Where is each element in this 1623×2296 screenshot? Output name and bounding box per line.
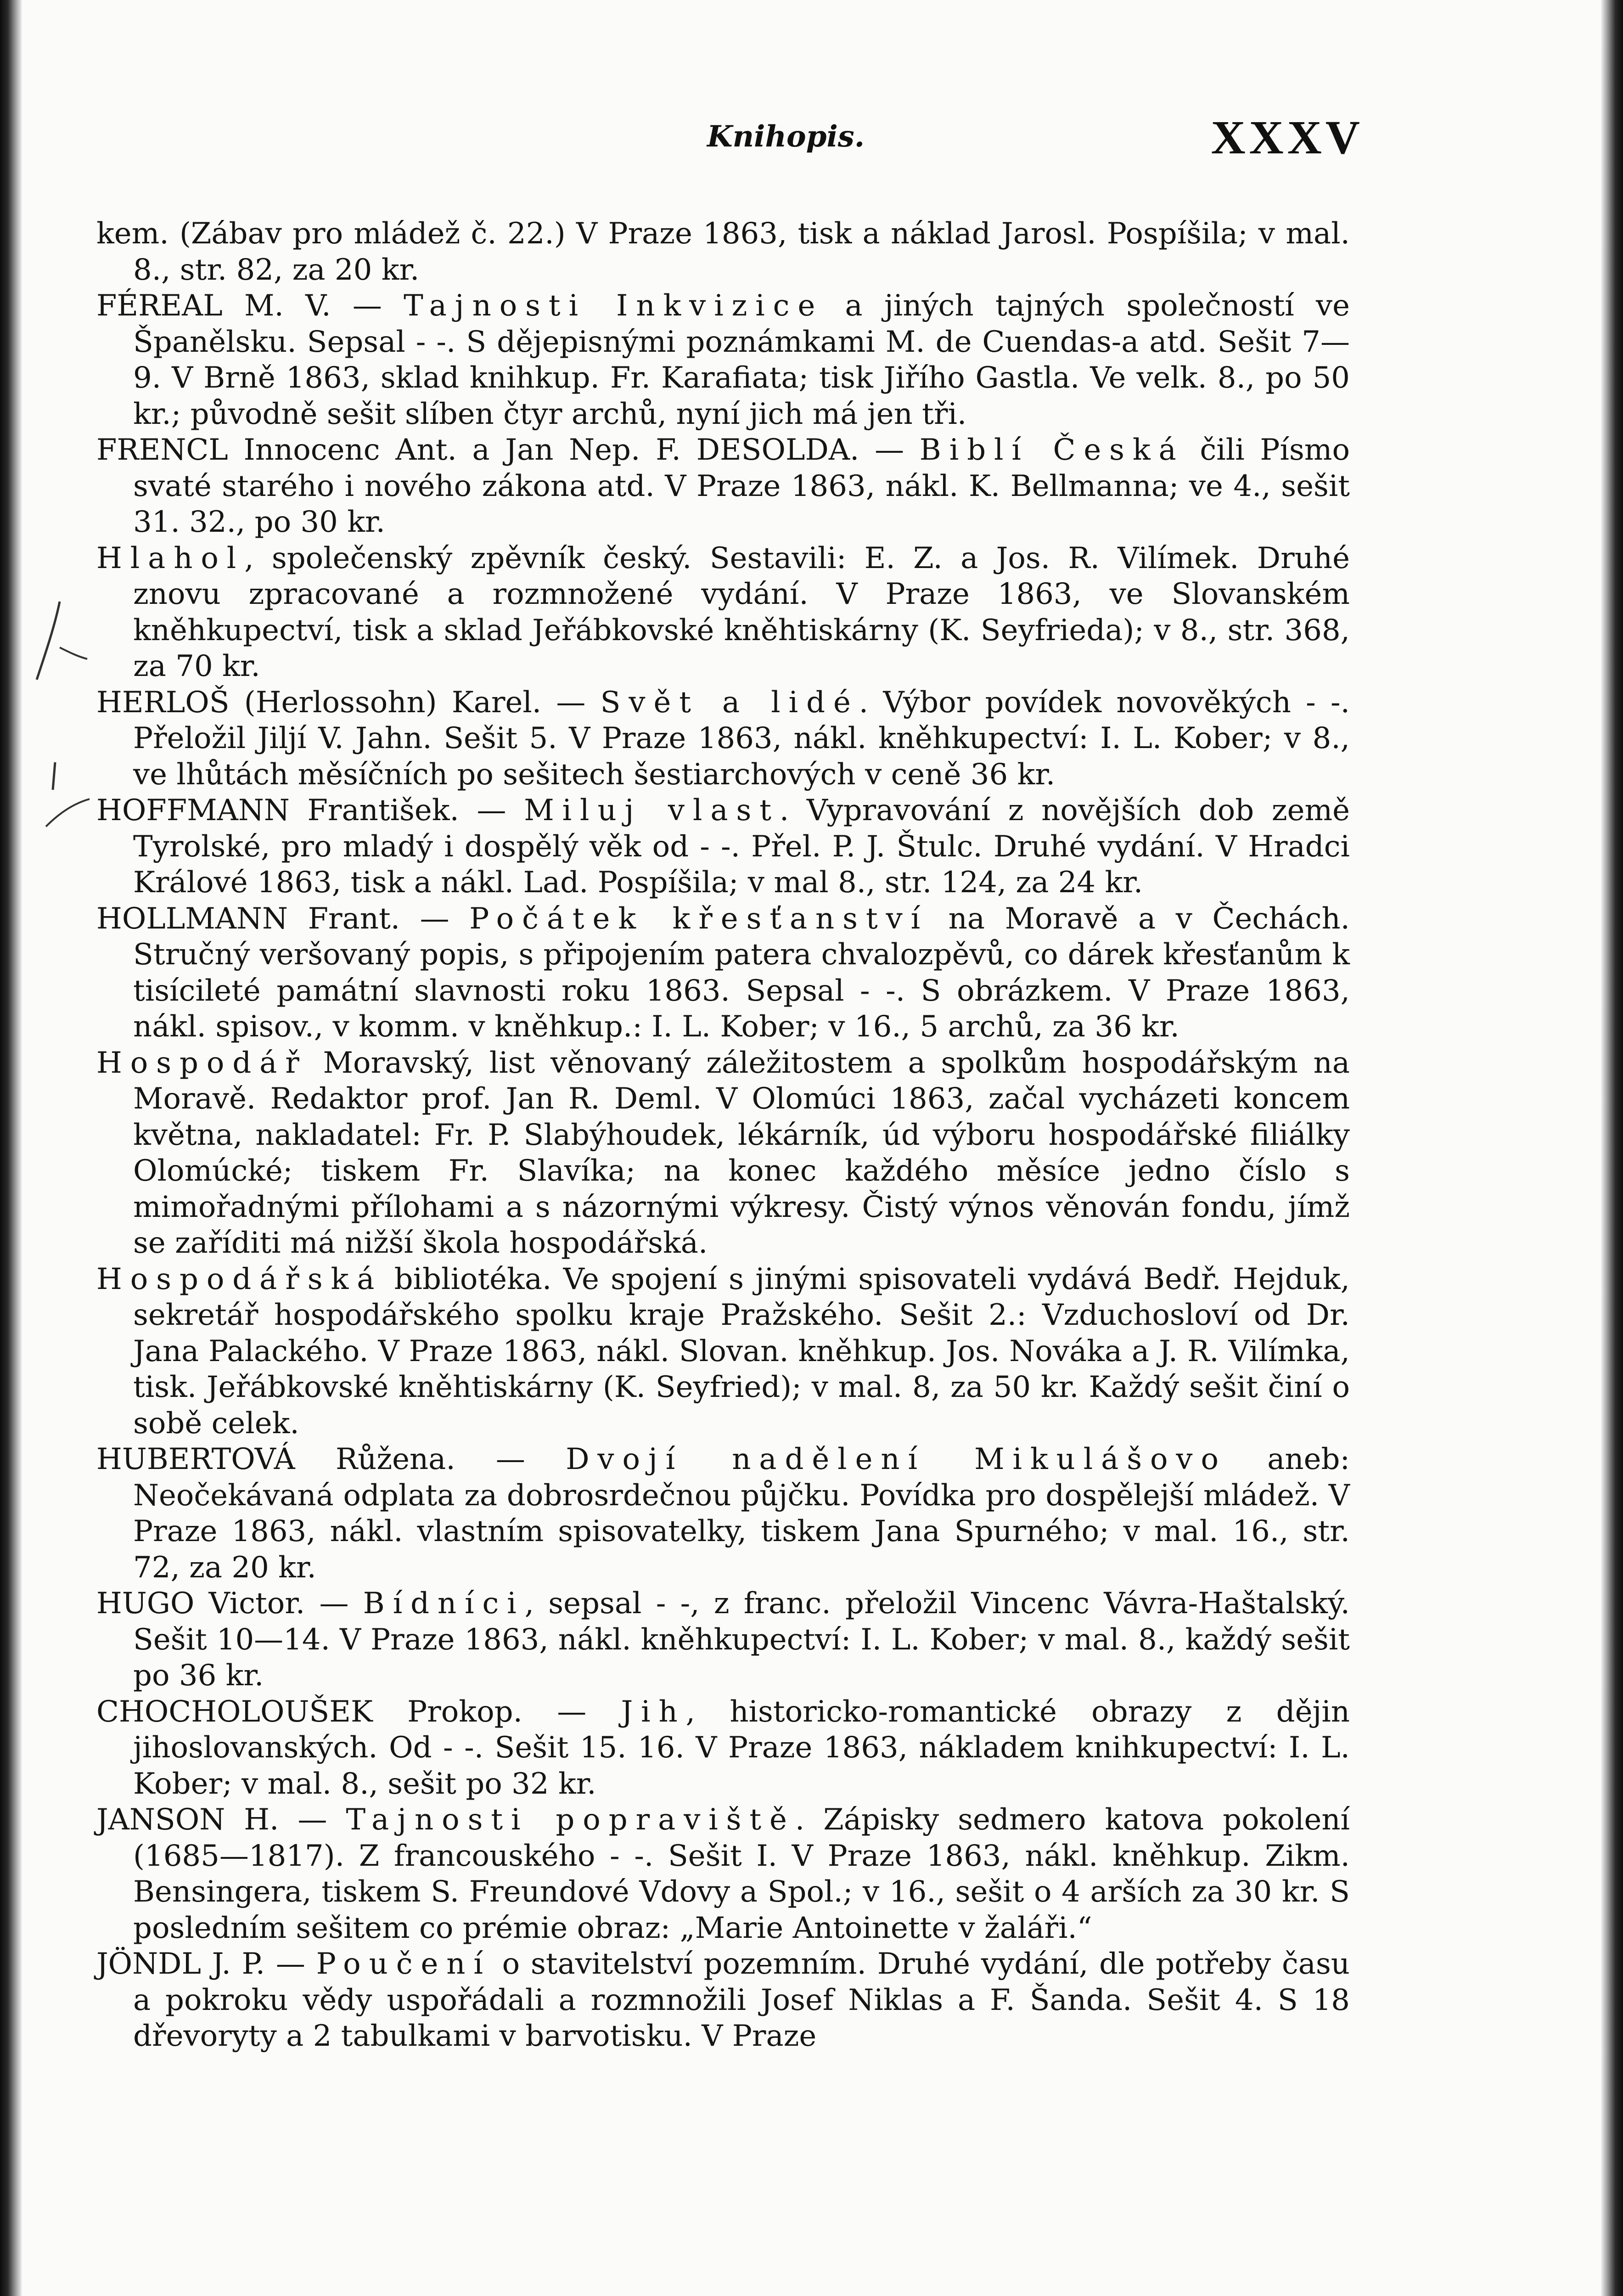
entry-author: HUBERTOVÁ Růžena. — xyxy=(96,1442,566,1476)
entry-chocholousek xyxy=(96,1694,1350,1802)
entry-details: . Výbor povídek novověkých - -. Přeložil Jiljí V. Jahn. Sešit 5. V Praze 1863, nákl. kněhkupectví: I. L. Kober; v 8., ve lhůtách měsíčních po sešitech šestiarchových v ceně 36 kr. xyxy=(133,685,1350,792)
entry-title: Miluj vlast xyxy=(524,793,780,827)
page-edge-right xyxy=(1601,0,1623,2296)
entry-title: Jih xyxy=(621,1694,686,1729)
entry-hubertova xyxy=(96,1441,1350,1586)
entry-details: o stavitelství pozemním. Druhé vydání, dle potřeby času a pokroku vědy uspořádali a rozmnožili Josef Niklas a F. Šanda. Sešit 4. S 18 dřevoryty a 2 tabulkami v barvotisku. V Praze xyxy=(133,1947,1350,2053)
entry-title: Poučení xyxy=(316,1947,491,1981)
entry-details: . Vypravování z novějších dob země Tyrolské, pro mladý i dospělý věk od - -. Přel. P. J. Štulc. Druhé vydání. V Hradci Králové 1863, tisk a nákl. Lad. Pospíšila; v mal 8., str. 124, za 24 kr. xyxy=(133,793,1350,900)
entry-details: bibliotéka. Ve spojení s jinými spisovateli vydává Bedř. Hejduk, sekretář hospodářského spolku kraje Pražského. Sešit 2.: Vzduchosloví od Dr. Jana Palackého. V Praze 1863, nákl. Slovan. kněhkup. Jos. Nováka a J. R. Vilímka, tisk. Jeřábkovské kněhtiskárny (K. Seyfried); v mal. 8, za 50 kr. Každý sešit činí o sobě celek. xyxy=(133,1262,1350,1441)
entry-details: , sepsal - -, z franc. přeložil Vincenc Vávra-Haštalský. Sešit 10—14. V Praze 1863, nákl. kněhkupectví: I. L. Kober; v mal. 8., každý sešit po 36 kr. xyxy=(133,1587,1350,1693)
entry-title: Bídníci xyxy=(363,1587,525,1621)
entry-details: , společenský zpěvník český. Sestavili: E. Z. a Jos. R. Vilímek. Druhé znovu zpracované a rozmnožené vydání. V Praze 1863, ve Slovanském kněhkupectví, tisk a sklad Jeřábkovské kněhtiskárny (K. Seyfrieda); v 8., str. 368, za 70 kr. xyxy=(133,541,1350,683)
entry-author: JANSON H. — xyxy=(96,1803,346,1837)
entry-author: HOLLMANN Frant. — xyxy=(96,901,470,936)
entry-hospodar-moravsky xyxy=(96,1045,1350,1261)
entry-title: Biblí Česká xyxy=(919,433,1185,467)
entry-author: FRENCL Innocenc Ant. a Jan Nep. F. DESOLDA. — xyxy=(96,433,920,467)
bibliography-list xyxy=(96,216,1350,2054)
entry-hlahol xyxy=(96,540,1350,685)
entry-hollmann xyxy=(96,901,1350,1045)
entry-details: na Moravě a v Čechách. Stručný veršovaný popis, s připojením patera chvalozpěvů, co dárek křesťanům k tisícileté památní slavnosti roku 1863. Sepsal - -. S obrázkem. V Praze 1863, nákl. spisov., v komm. v kněhkup.: I. L. Kober; v 16., 5 archů, za 36 kr. xyxy=(133,901,1350,1044)
entry-author: JÖNDL J. P. — xyxy=(96,1947,316,1981)
entry-details: Moravský, list věnovaný záležitostem a spolkům hospodářským na Moravě. Redaktor prof. Jan R. Deml. V Olomúci 1863, začal vycházeti koncem května, nakladatel: Fr. P. Slabýhoudek, lékárník, úd výboru hospodářské filiálky Olomúcké; tiskem Fr. Slavíka; na konec každého měsíce jedno číslo s mimořadnými přílohami a s názornými výkresy. Čistý výnos věnován fondu, jímž se zaříditi má nižší škola hospodářská. xyxy=(133,1046,1350,1260)
entry-title: Hospodář xyxy=(96,1046,308,1080)
entry-title: Tajnosti Inkvizice xyxy=(404,289,824,323)
running-head: Knihopis. xyxy=(707,119,865,154)
entry-details: , historicko-romantické obrazy z dějin jihoslovanských. Od - -. Sešit 15. 16. V Praze 1863, nákladem knihkupectví: I. L. Kober; v mal. 8., sešit po 32 kr. xyxy=(133,1694,1350,1801)
entry-hoffmann xyxy=(96,793,1350,901)
entry-details: a jiných tajných společností ve Španělsku. Sepsal - -. S dějepisnými poznámkami M. de Cuendas-a atd. Sešit 7—9. V Brně 1863, sklad knihkup. Fr. Karafiata; tisk Jiřího Gastla. Ve velk. 8., po 50 kr.; původně sešit slíben čtyr archů, nyní jich má jen tři. xyxy=(133,289,1350,431)
entry-janson xyxy=(96,1802,1350,1946)
margin-pencil-tick-icon xyxy=(28,758,92,850)
entry-details: aneb: Neočekávaná odplata za dobrosrdečnou půjčku. Povídka pro dospělejší mládež. V Praze 1863, nákl. vlastním spisovatelky, tiskem Jana Spurného; v mal. 16., str. 72, za 20 kr. xyxy=(133,1442,1350,1585)
page-edge-left xyxy=(0,0,22,2296)
page-number: XXXV xyxy=(1211,111,1364,164)
entry-details: . Zápisky sedmero katova pokolení (1685—1817). Z francouského - -. Sešit I. V Praze 1863, nákl. kněhkup. Zikm. Bensingera, tiskem S. Freundové Vdovy a Spol.; v 16., sešit o 4 arších za 30 kr. S posledním sešitem co prémie obraz: „Marie Antoinette v žaláři.“ xyxy=(133,1803,1350,1945)
entry-frencl xyxy=(96,432,1350,540)
entry-title: Tajnosti popraviště xyxy=(346,1803,795,1837)
entry-author: FÉREAL M. V. — xyxy=(96,289,404,323)
entry-author: HERLOŠ (Herlossohn) Karel. — xyxy=(96,685,601,720)
entry-title: Svět a lidé xyxy=(600,685,859,720)
entry-details: čili Písmo svaté starého i nového zákona atd. V Praze 1863, nákl. K. Bellmanna; ve 4., sešit 31. 32., po 30 kr. xyxy=(133,433,1350,539)
entry-author: HOFFMANN František. — xyxy=(96,793,524,827)
entry-author: CHOCHOLOUŠEK Prokop. — xyxy=(96,1694,621,1729)
entry-title: Hlahol xyxy=(96,541,245,575)
entry-details: kem. (Zábav pro mládež č. 22.) V Praze 1863, tisk a náklad Jarosl. Pospíšila; v mal. 8., str. 82, za 20 kr. xyxy=(96,217,1350,287)
entry-title: Dvojí nadělení Mikulášovo xyxy=(566,1442,1227,1476)
page-header xyxy=(96,106,1364,179)
entry-hospodarska-biblioteka xyxy=(96,1261,1350,1442)
entry-herlos xyxy=(96,685,1350,793)
entry-jondl xyxy=(96,1946,1350,2054)
entry-author: HUGO Victor. — xyxy=(96,1587,363,1621)
entry-hugo xyxy=(96,1586,1350,1694)
margin-pencil-mark-icon xyxy=(28,597,92,689)
entry-fereal xyxy=(96,288,1350,432)
entry-title: Počátek křesťanství xyxy=(469,901,929,936)
entry-continuation xyxy=(96,216,1350,288)
entry-title: Hospodářská xyxy=(96,1262,383,1296)
